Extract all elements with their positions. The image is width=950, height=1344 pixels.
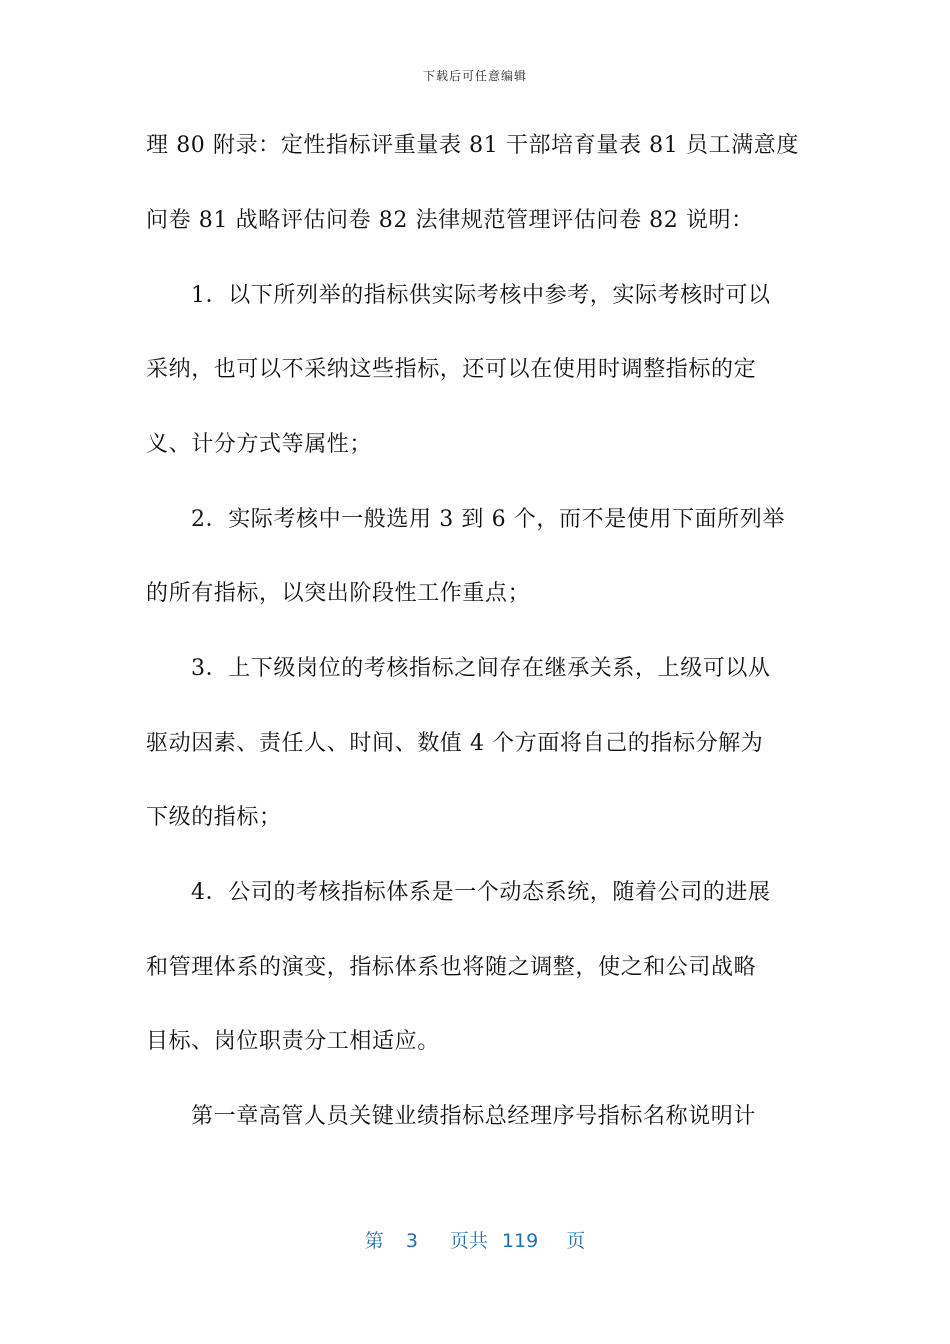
page-header: 下载后可任意编辑 xyxy=(422,69,527,83)
footer-prefix: 第 xyxy=(364,1230,384,1252)
text-line: 和管理体系的演变，指标体系也将随之调整，使之和公司战略 xyxy=(146,955,757,980)
text-line: 义、计分方式等属性； xyxy=(146,432,373,457)
page-footer xyxy=(0,1226,950,1253)
text-line: 采纳，也可以不采纳这些指标，还可以在使用时调整指标的定 xyxy=(146,357,757,382)
footer-mid: 页共 xyxy=(449,1230,488,1252)
text-line: 驱动因素、责任人、时间、数值 4 个方面将自己的指标分解为 xyxy=(146,731,764,756)
text-line: 目标、岗位职责分工相适应。 xyxy=(146,1029,440,1054)
text-line: 理 80 附录：定性指标评重量表 81 干部培育量表 81 员工满意度 xyxy=(146,133,799,158)
text-line: 问卷 81 战略评估问卷 82 法律规范管理评估问卷 82 说明： xyxy=(146,208,754,233)
chapter-heading-line: 第一章高管人员关键业绩指标总经理序号指标名称说明计 xyxy=(191,1104,757,1129)
list-item-2-line: 2．实际考核中一般选用 3 到 6 个，而不是使用下面所列举 xyxy=(191,507,785,532)
list-item-4-line: 4．公司的考核指标体系是一个动态系统，随着公司的进展 xyxy=(191,880,771,905)
total-pages-number: 119 xyxy=(501,1230,539,1252)
text-line: 的所有指标，以突出阶段性工作重点； xyxy=(146,581,531,606)
text-line: 下级的指标； xyxy=(146,805,282,830)
footer-suffix: 页 xyxy=(566,1230,586,1252)
list-item-1-line: 1．以下所列举的指标供实际考核中参考，实际考核时可以 xyxy=(191,283,771,308)
list-item-3-line: 3．上下级岗位的考核指标之间存在继承关系，上级可以从 xyxy=(191,656,771,681)
current-page-number: 3 xyxy=(405,1230,418,1252)
